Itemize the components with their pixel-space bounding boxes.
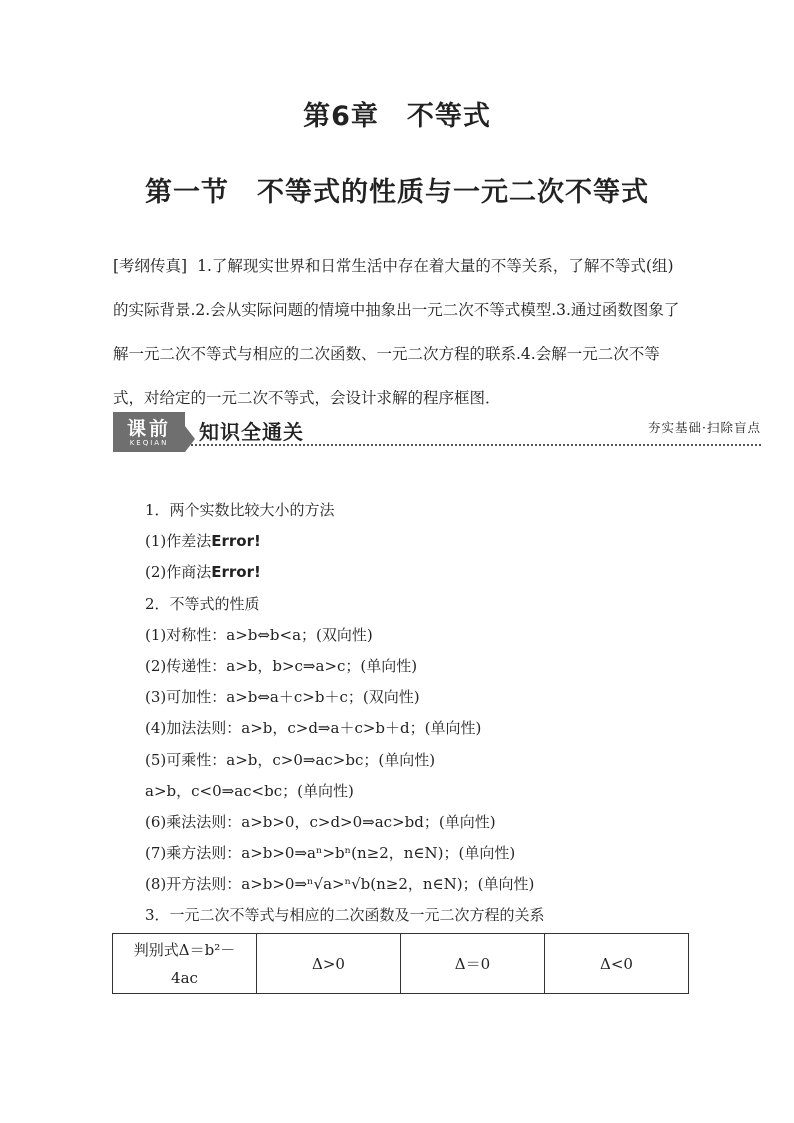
content-line-11: (6)乘法法则：a>b>0，c>d>0⇒ac>bd；(单向性) <box>145 812 496 831</box>
discriminant-table <box>112 933 689 994</box>
content-line-9: (5)可乘性：a>b，c>0⇒ac>bc；(单向性) <box>145 750 436 769</box>
table-header-zero: Δ＝0 <box>401 934 545 994</box>
method-diff-label: (1)作差法 <box>145 532 212 551</box>
error-text: Error! <box>211 532 261 551</box>
banner-badge-pinyin: KEQIAN <box>129 439 169 447</box>
content-line-1: 1．两个实数比较大小的方法 <box>145 501 335 519</box>
content-line-7: (3)可加性：a>b⇔a＋c>b＋c；(双向性) <box>145 688 420 707</box>
table-row <box>113 934 689 994</box>
content-line-3 <box>145 557 705 588</box>
chapter-title: 第6章 不等式 <box>303 101 491 132</box>
content-line-13: (8)开方法则：a>b>0⇒ⁿ√a>ⁿ√b(n≥2，n∈N)；(单向性) <box>145 875 535 894</box>
content-line-10: a>b，c<0⇒ac<bc；(单向性) <box>145 781 354 800</box>
banner-dotted-rule <box>191 444 761 446</box>
table-header-positive: Δ>0 <box>257 934 401 994</box>
table-header-discriminant <box>113 934 257 994</box>
syllabus-tag: [考纲传真] <box>113 257 188 275</box>
syllabus-intro <box>113 244 683 420</box>
content-line-6: (2)传递性：a>b，b>c⇒a>c；(单向性) <box>145 656 418 675</box>
content-line-5: (1)对称性：a>b⇔b<a；(双向性) <box>145 625 373 644</box>
knowledge-list <box>145 495 705 932</box>
banner-arrow-icon <box>185 426 195 452</box>
banner-badge-label: 课前 <box>126 418 171 440</box>
table-header-negative: Δ<0 <box>545 934 689 994</box>
banner-slogan: 夯实基础·扫除盲点 <box>648 420 761 435</box>
banner-badge <box>113 412 185 452</box>
content-line-2 <box>145 526 705 557</box>
content-line-8: (4)加法法则：a>b，c>d⇒a＋c>b＋d；(单向性) <box>145 719 482 738</box>
method-ratio-label: (2)作商法 <box>145 563 212 582</box>
error-text: Error! <box>211 563 261 582</box>
discriminant-label-line1: 判别式Δ＝b²－ <box>133 940 236 959</box>
content-line-4: 2．不等式的性质 <box>145 594 260 613</box>
discriminant-label-line2: 4ac <box>171 968 198 987</box>
section-title: 第一节 不等式的性质与一元二次不等式 <box>145 177 649 208</box>
section-banner <box>113 412 761 452</box>
content-line-12: (7)乘方法则：a>b>0⇒aⁿ>bⁿ(n≥2，n∈N)；(单向性) <box>145 844 516 863</box>
content-line-14: 3．一元二次不等式与相应的二次函数及一元二次方程的关系 <box>145 906 545 925</box>
banner-title: 知识全通关 <box>199 420 304 444</box>
syllabus-text: 1.了解现实世界和日常生活中存在着大量的不等关系，了解不等式(组)的实际背景.2.会从实际问题的情境中抽象出一元二次不等式模型.3.通过函数图象了解一元二次不等式与相应的二次函数、一元二次方程的联系.4.会解一元二次不等式，对给定的一元二次不等式，会设计求解的程序框图． <box>113 257 680 407</box>
